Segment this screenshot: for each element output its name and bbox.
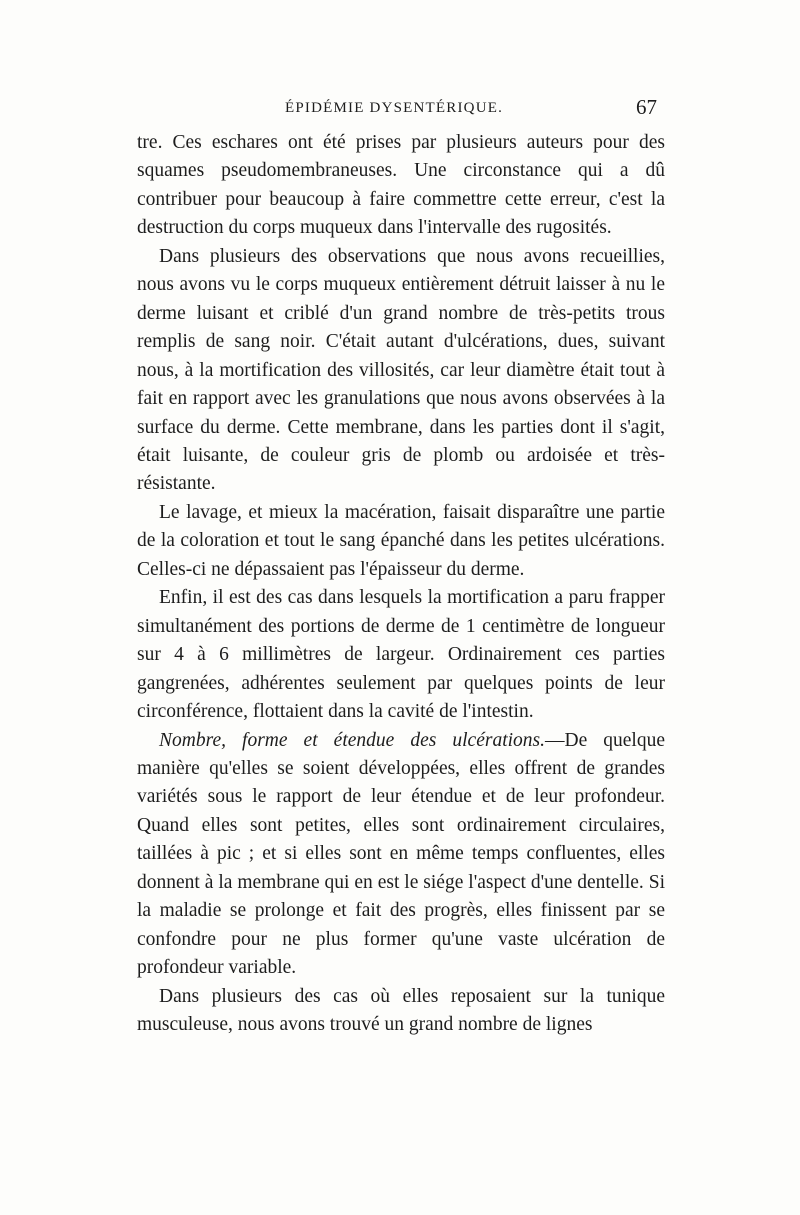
page-number: 67 bbox=[636, 95, 657, 119]
body-text bbox=[137, 129, 665, 1040]
running-title: ÉPIDÉMIE DYSENTÉRIQUE. bbox=[285, 100, 504, 116]
section-heading-italic: Nombre, forme et étendue des ulcérations. bbox=[159, 729, 545, 751]
paragraph: Le lavage, et mieux la macération, faisait disparaître une partie de la coloration et tout le sang épanché dans les petites ulcérations. Celles-ci ne dépassaient pas l'épaisseur du derme. bbox=[137, 501, 665, 580]
paragraph: Dans plusieurs des cas où elles reposaient sur la tunique musculeuse, nous avons trouvé un grand nombre de lignes bbox=[137, 985, 665, 1036]
paragraph-continuation: tre. Ces eschares ont été prises par plusieurs auteurs pour des squames pseudomembraneuses. Une circonstance qui a dû contribuer pour beaucoup à faire commettre cette erreur, c'est la destruction du corps muqueux dans l'intervalle des rugosités. bbox=[137, 132, 665, 239]
page-header bbox=[137, 95, 657, 124]
paragraph-section-ulcerations bbox=[137, 727, 665, 983]
paragraph: Enfin, il est des cas dans lesquels la mortification a paru frapper simultanément des portions de derme de 1 centimètre de longueur sur 4 à 6 millimètres de largeur. Ordinairement ces parties gangrenées, adhérentes seulement par quelques points de leur circonférence, flottaient dans la cavité de l'intestin. bbox=[137, 587, 665, 723]
paragraph-text: —De quelque manière qu'elles se soient développées, elles offrent de grandes variétés sous le rapport de leur étendue et de leur profondeur. Quand elles sont petites, elles sont ordinairement circulaires, taillées à pic ; et si elles sont en même temps confluentes, elles donnent à la membrane qui en est le siége l'aspect d'une dentelle. Si la maladie se prolonge et fait des progrès, elles finissent par se confondre pour ne plus former qu'une vaste ulcération de profondeur variable. bbox=[137, 729, 666, 979]
paragraph: Dans plusieurs des observations que nous avons recueillies, nous avons vu le corps muqueux entièrement détruit laisser à nu le derme luisant et criblé d'un grand nombre de très-petits trous remplis de sang noir. C'était autant d'ulcérations, dues, suivant nous, à la mortification des villosités, car leur diamètre était tout à fait en rapport avec les granulations que nous avons observées à la surface du derme. Cette membrane, dans les parties dont il s'agit, était luisante, de couleur gris de plomb ou ardoisée et très-résistante. bbox=[137, 245, 665, 495]
